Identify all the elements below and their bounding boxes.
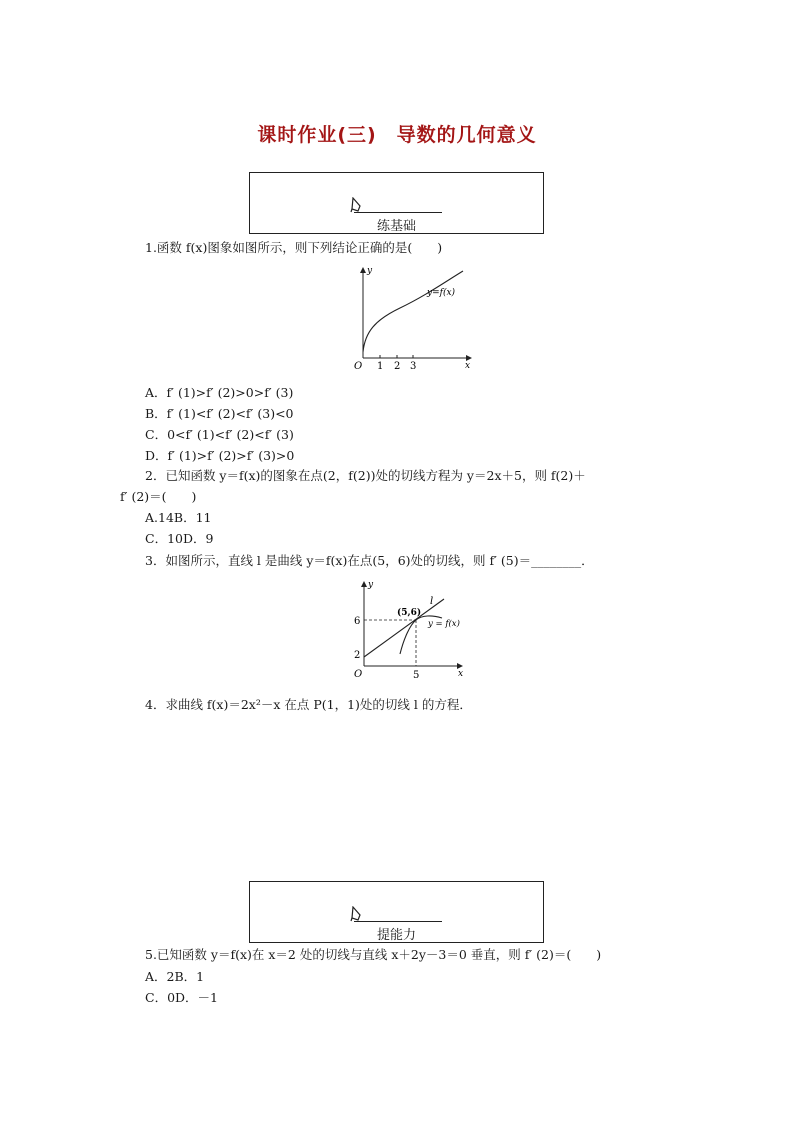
pencil-icon (350, 197, 364, 213)
q2-option-cd: C．10D．9 (145, 531, 214, 546)
q3-y-tick-6: 6 (354, 616, 361, 627)
q2-stem-line1: 2．已知函数 y＝f(x)的图象在点(2，f(2))处的切线方程为 y＝2x＋5，则 f(2)＋ (145, 468, 586, 483)
section-label-advanced: 提能力 (376, 928, 416, 943)
section-box-advanced (249, 881, 544, 943)
q1-option-b: B．f′ (1)<f′ (2)<f′ (3)<0 (145, 406, 294, 421)
section-box-basic (249, 172, 544, 234)
q1-stem: 1.函数 f(x)图象如图所示，则下列结论正确的是( ) (145, 240, 443, 255)
q3-y-label: y (368, 580, 374, 590)
q1-figure (345, 262, 480, 374)
q1-x-label: x (465, 361, 471, 371)
page-title: 课时作业(三) 导数的几何意义 (257, 124, 537, 146)
q1-option-d: D．f′ (1)>f′ (2)>f′ (3)>0 (145, 448, 295, 463)
q5-stem: 5.已知函数 y＝f(x)在 x＝2 处的切线与直线 x＋2y－3＝0 垂直，则 f′ (2)＝( ) (145, 947, 602, 962)
section-label-basic: 练基础 (376, 219, 416, 234)
q3-point-label: (5,6) (397, 608, 422, 618)
q1-option-c: C．0<f′ (1)<f′ (2)<f′ (3) (145, 427, 294, 442)
section-rule (354, 212, 442, 213)
q1-option-a: A．f′ (1)>f′ (2)>0>f′ (3) (145, 385, 294, 400)
q3-origin-label: O (354, 669, 363, 680)
q1-tick-label: 3 (410, 361, 417, 372)
q3-figure (352, 576, 468, 682)
q1-curve-label: y=f(x) (427, 288, 456, 298)
q1-y-label: y (367, 266, 373, 276)
q5-option-cd: C．0D．－1 (145, 990, 218, 1005)
q3-curve-label: y = f(x) (428, 619, 460, 629)
q5-option-ab: A．2B．1 (145, 969, 205, 984)
q3-x-label: x (458, 669, 464, 679)
q4-stem: 4．求曲线 f(x)＝2x²－x 在点 P(1，1)处的切线 l 的方程． (145, 697, 472, 712)
q2-option-ab: A.14B．11 (145, 510, 212, 525)
q1-tick-label: 2 (394, 361, 401, 372)
q3-stem: 3．如图所示，直线 l 是曲线 y＝f(x)在点(5，6)处的切线，则 f′ (5)＝________． (145, 553, 594, 568)
section-rule (354, 921, 442, 922)
q3-y-tick-2: 2 (354, 650, 361, 661)
q2-stem-line2: f′ (2)＝( ) (120, 489, 197, 504)
q1-origin-label: O (354, 361, 363, 372)
pencil-icon (350, 906, 364, 922)
q1-tick-label: 1 (377, 361, 384, 372)
q3-line-label: l (430, 596, 434, 607)
q3-x-tick-5: 5 (413, 670, 420, 681)
q1-curve (363, 271, 463, 352)
